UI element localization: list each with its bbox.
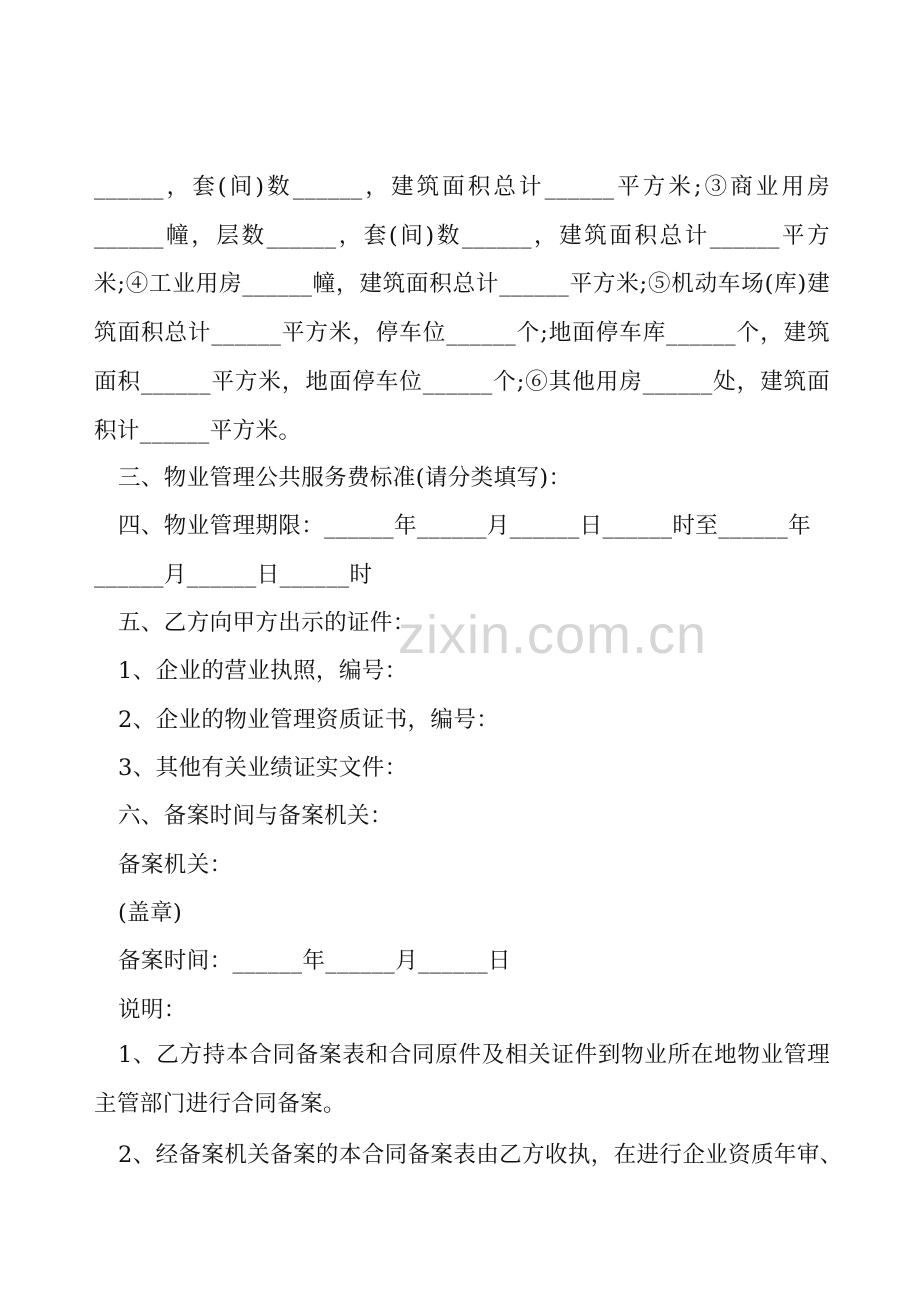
certificate-item-2: 2、企业的物业管理资质证书，编号：: [118, 707, 500, 733]
watermark: zixin.com.cn: [398, 605, 708, 665]
filing-agency-label: 备案机关：: [118, 852, 233, 878]
note-1: 1、乙方持本合同备案表和合同原件及相关证件到物业所在地物业管理主管部门进行合同备案。: [94, 1042, 830, 1117]
note-2: 2、经备案机关备案的本合同备案表由乙方收执，在进行企业资质年审、: [118, 1142, 843, 1168]
section-3-heading: 三、物业管理公共服务费标准(请分类填写)：: [118, 465, 572, 491]
paragraph-continuation: ______，套(间)数______，建筑面积总计______平方米;③商业用房______幢，层数______，套(间)数______，建筑面积总计______平方米;④工业用房______幢，建筑面积总计______平方米;⑤机动车场(库)建筑面积总计______平方米，停车位______个;地面停车库______个，建筑面积______平方米，地面停车位______个;⑥其他用房______处，建筑面积计______平方米。: [94, 174, 830, 444]
section-4-term-line-1: 四、物业管理期限：______年______月______日______时至______年: [118, 513, 812, 539]
certificate-item-3: 3、其他有关业绩证实文件：: [118, 755, 408, 781]
section-4-term-line-2: ______月______日______时: [94, 562, 373, 588]
seal-label: (盖章): [118, 900, 183, 926]
section-5-heading: 五、乙方向甲方出示的证件：: [118, 610, 416, 636]
filing-date-line: 备案时间：______年______月______日: [118, 948, 511, 974]
certificate-item-1: 1、企业的营业执照，编号：: [118, 658, 408, 684]
section-6-heading: 六、备案时间与备案机关：: [118, 803, 393, 829]
notes-title: 说明：: [118, 997, 187, 1023]
